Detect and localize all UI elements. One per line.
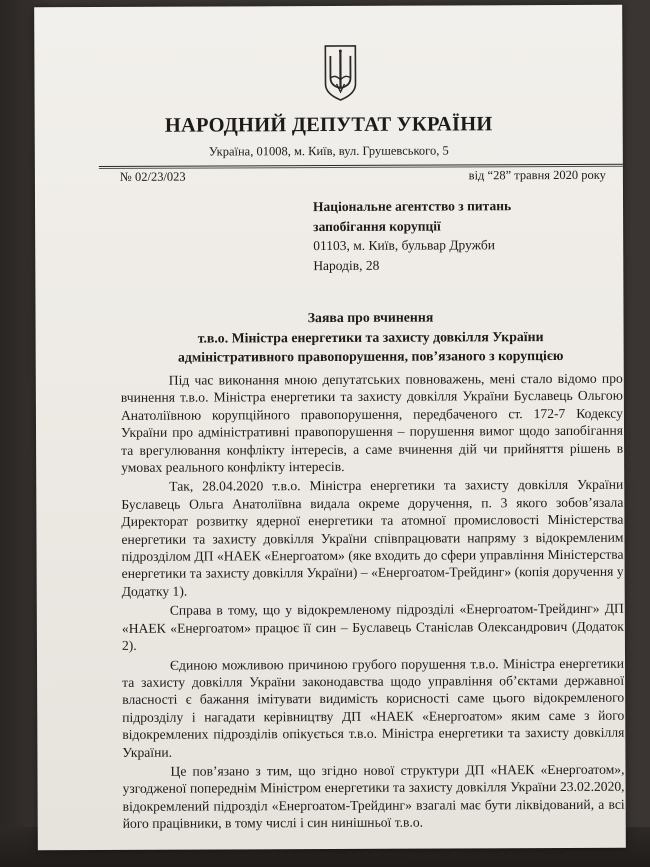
recipient-org-line: Національне агентство з питань (313, 198, 512, 215)
subject-line: адміністративного правопорушення, пов’язаного з корупцією (177, 347, 564, 365)
header-address: Україна, 01008, м. Київ, вул. Грушевського, 5 (208, 143, 449, 159)
subject-line: Заява про вчинення (307, 309, 434, 326)
document-date: від “28” травня 2020 року (468, 167, 606, 183)
trident-emblem-icon (322, 44, 358, 102)
subject-line: т.в.о. Міністра енергетики та захисту довкілля України (197, 328, 544, 346)
body-paragraph: Справа в тому, що у відокремленому підрозділі «Енергоатом-Трейдинг» ДП «НАЕК «Енергоатом» працює її син – Буславець Станіслав Олександрович (Додаток 2). (121, 601, 624, 654)
recipient-org-line: запобігання корупції (313, 218, 441, 234)
recipient-address-line: 01103, м. Київ, бульвар Дружби (313, 237, 495, 254)
statement-body (121, 370, 625, 833)
header-title: НАРОДНИЙ ДЕПУТАТ УКРАЇНИ (164, 113, 493, 137)
body-paragraph: Так, 28.04.2020 т.в.о. Міністра енергетики та захисту довкілля України Буславець Ольга Анатоліївна видала окреме доручення, п. 3 якого зобов’язала Директорат розвитку ядерної енергетики та атомної промисловості Міністерства енергетики та захисту довкілля України співпрацювати напряму з відокремленим підрозділом ДП «НАЕК «Енергоатом» (яке входить до сфери управління Міністерства енергетики та захисту довкілля України) – «Енергоатом-Трейдинг» (копія доручення у Додатку 1). (121, 477, 624, 599)
body-paragraph: Під час виконання мною депутатських повноважень, мені стало відомо про вчинення т.в.о. Міністра енергетики та захисту довкілля України Буславець Ольгою Анатоліївною корупційного правопорушення, передбаченого ст. 172-7 Кодексу України про адміністративні правопорушення – порушення вимог щодо запобігання та врегулювання конфлікту інтересів, а саме вчинення дій чи прийняття рішень в умовах реального конфлікту інтересів. (120, 370, 624, 475)
recipient-block (313, 196, 613, 275)
recipient-address-line: Народів, 28 (313, 257, 380, 273)
document-number: № 02/23/023 (119, 169, 186, 184)
statement-subject (115, 307, 625, 368)
body-paragraph: Це пов’язано з тим, що згідно нової структури ДП «НАЕК «Енергоатом», узгодженої попереднім Міністром енергетики та захисту довкілля України 23.02.2020, відокремлений підрозділ «Енергоатом-Трейдинг» взагалі має бути ліквідований, а всі його працівники, в тому числі і син нинішньої т.в.о. (122, 761, 625, 832)
body-paragraph: Єдиною можливою причиною грубого порушення т.в.о. Міністра енергетики та захисту довкілля України законодавства щодо управління об’єктами державної власності є бажання імітувати видимість корисності саме цього відокремленого підрозділу і нагадати керівництву ДП «НАЕК «Енергоатом» яким саме з його відокремлених підрозділів опікується т.в.о. Міністра енергетики та захисту довкілля України. (122, 655, 625, 760)
document-page (34, 5, 626, 851)
